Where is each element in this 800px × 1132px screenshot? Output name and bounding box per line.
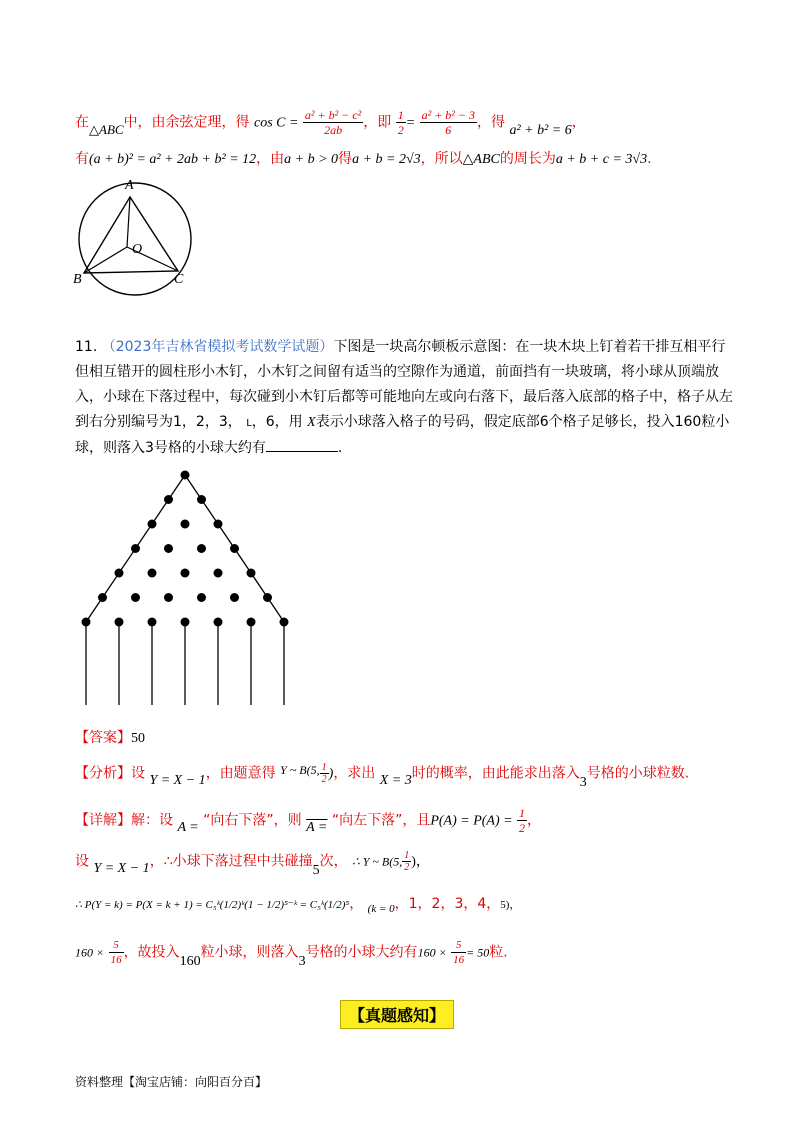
label-O: O (132, 242, 143, 257)
peg (263, 593, 272, 602)
analysis-label: 【分析】 (75, 765, 131, 782)
peg (181, 471, 190, 480)
peg (181, 520, 190, 529)
galton-board-figure (70, 465, 300, 710)
footer-source: 资料整理【淘宝店铺：向阳百分百】 (75, 1075, 268, 1089)
question-11: 11. （2023年吉林省模拟考试数学试题）下图是一块高尔顿板示意图：在一块木块上钉着若干排互相平行但相互错开的圆柱形小木钉，小木钉之间留有适当的空隙作为通道，前面挡有一块玻璃，将小球从顶端放入，小球在下落过程中，每次碰到小木钉后都等可能地向左或向右落下，最后落入底部的格子中，格子从左到右分别编号为1，2，3， L，6，用 X表示小球落入格子的号码，假定底部6个格子足够长，投入160粒小球，则落入3号格的小球大约有 . (75, 339, 733, 456)
section-title: 【真题感知】 (340, 1000, 454, 1029)
detail-line-2: 设 Y = X − 1，∴小球下落过程中共碰撞5次， ∴ Y ~ B(5, $\frac{1}{2}$ )， (75, 850, 430, 878)
fraction: $\frac{\text{a² + b² − c²}}{2ab}$ (304, 108, 362, 137)
answer-blank[interactable] (266, 437, 338, 452)
cosine-law-line: 在△ABC中，由余弦定理，得 cos C = $\frac{\text{a² + b² − c²}}{2ab}$ ，即 $\frac{1}{2}$ = $\frac{\text{a² + b² − 3}}{6}$ ，得 a² + b² = 6， (75, 108, 586, 138)
peg (115, 569, 124, 578)
circumcircle-figure (70, 175, 200, 300)
peg (148, 569, 157, 578)
peg (230, 593, 239, 602)
question-source: （2023年吉林省模拟考试数学试题） (101, 339, 334, 355)
label-C: C (174, 272, 184, 287)
peg (131, 544, 140, 553)
answer-label: 【答案】 (75, 730, 131, 746)
peg (164, 495, 173, 504)
peg (230, 544, 239, 553)
peg (181, 569, 190, 578)
detail-line-4: 160 × $\frac{5}{16}$ ，故投入160粒小球，则落入3号格的小球大约有160 × $\frac{5}{16}$ = 50粒. (75, 939, 508, 969)
perimeter-line: 有(a + b)² = a² + 2ab + b² = 12，由a + b > 0得a + b = 2√3，所以△ABC的周长为a + b + c = 3√3. (75, 151, 652, 167)
peg (164, 593, 173, 602)
peg (98, 593, 107, 602)
detail-label: 【详解】 (75, 812, 131, 829)
analysis-line: 【分析】设 Y = X − 1，由题意得 Y ~ B(5, $\frac{1}{2}$ )，求出 X = 3时的概率，由此能求出落入3号格的小球粒数. (75, 762, 690, 790)
peg (247, 569, 256, 578)
peg (131, 593, 140, 602)
peg (214, 569, 223, 578)
label-A: A (125, 178, 134, 193)
peg (197, 544, 206, 553)
fraction: $\frac{1}{2}$ (397, 108, 404, 137)
peg (164, 544, 173, 553)
question-number: 11. (75, 339, 98, 355)
detail-line-1: 【详解】解：设 A = “向右下落”，则 A = “向左下落”，且P(A) = P(A) = $\frac{1}{2}$ ， (75, 806, 542, 835)
label-B: B (73, 272, 82, 287)
answer-value: 50 (131, 731, 145, 746)
fraction: $\frac{\text{a² + b² − 3}}{6}$ (421, 108, 475, 137)
answer-line (75, 727, 145, 747)
peg (197, 593, 206, 602)
peg (148, 520, 157, 529)
peg (197, 495, 206, 504)
detail-line-3: ∴ P(Y = k) = P(X = k + 1) = C₅ᵏ(1/2)ᵏ(1 − 1/2)⁵⁻ᵏ = C₅ᵏ(1/2)⁵， $_{(k = 0}$，1，2，3，4，5)， (75, 896, 521, 915)
peg (214, 520, 223, 529)
